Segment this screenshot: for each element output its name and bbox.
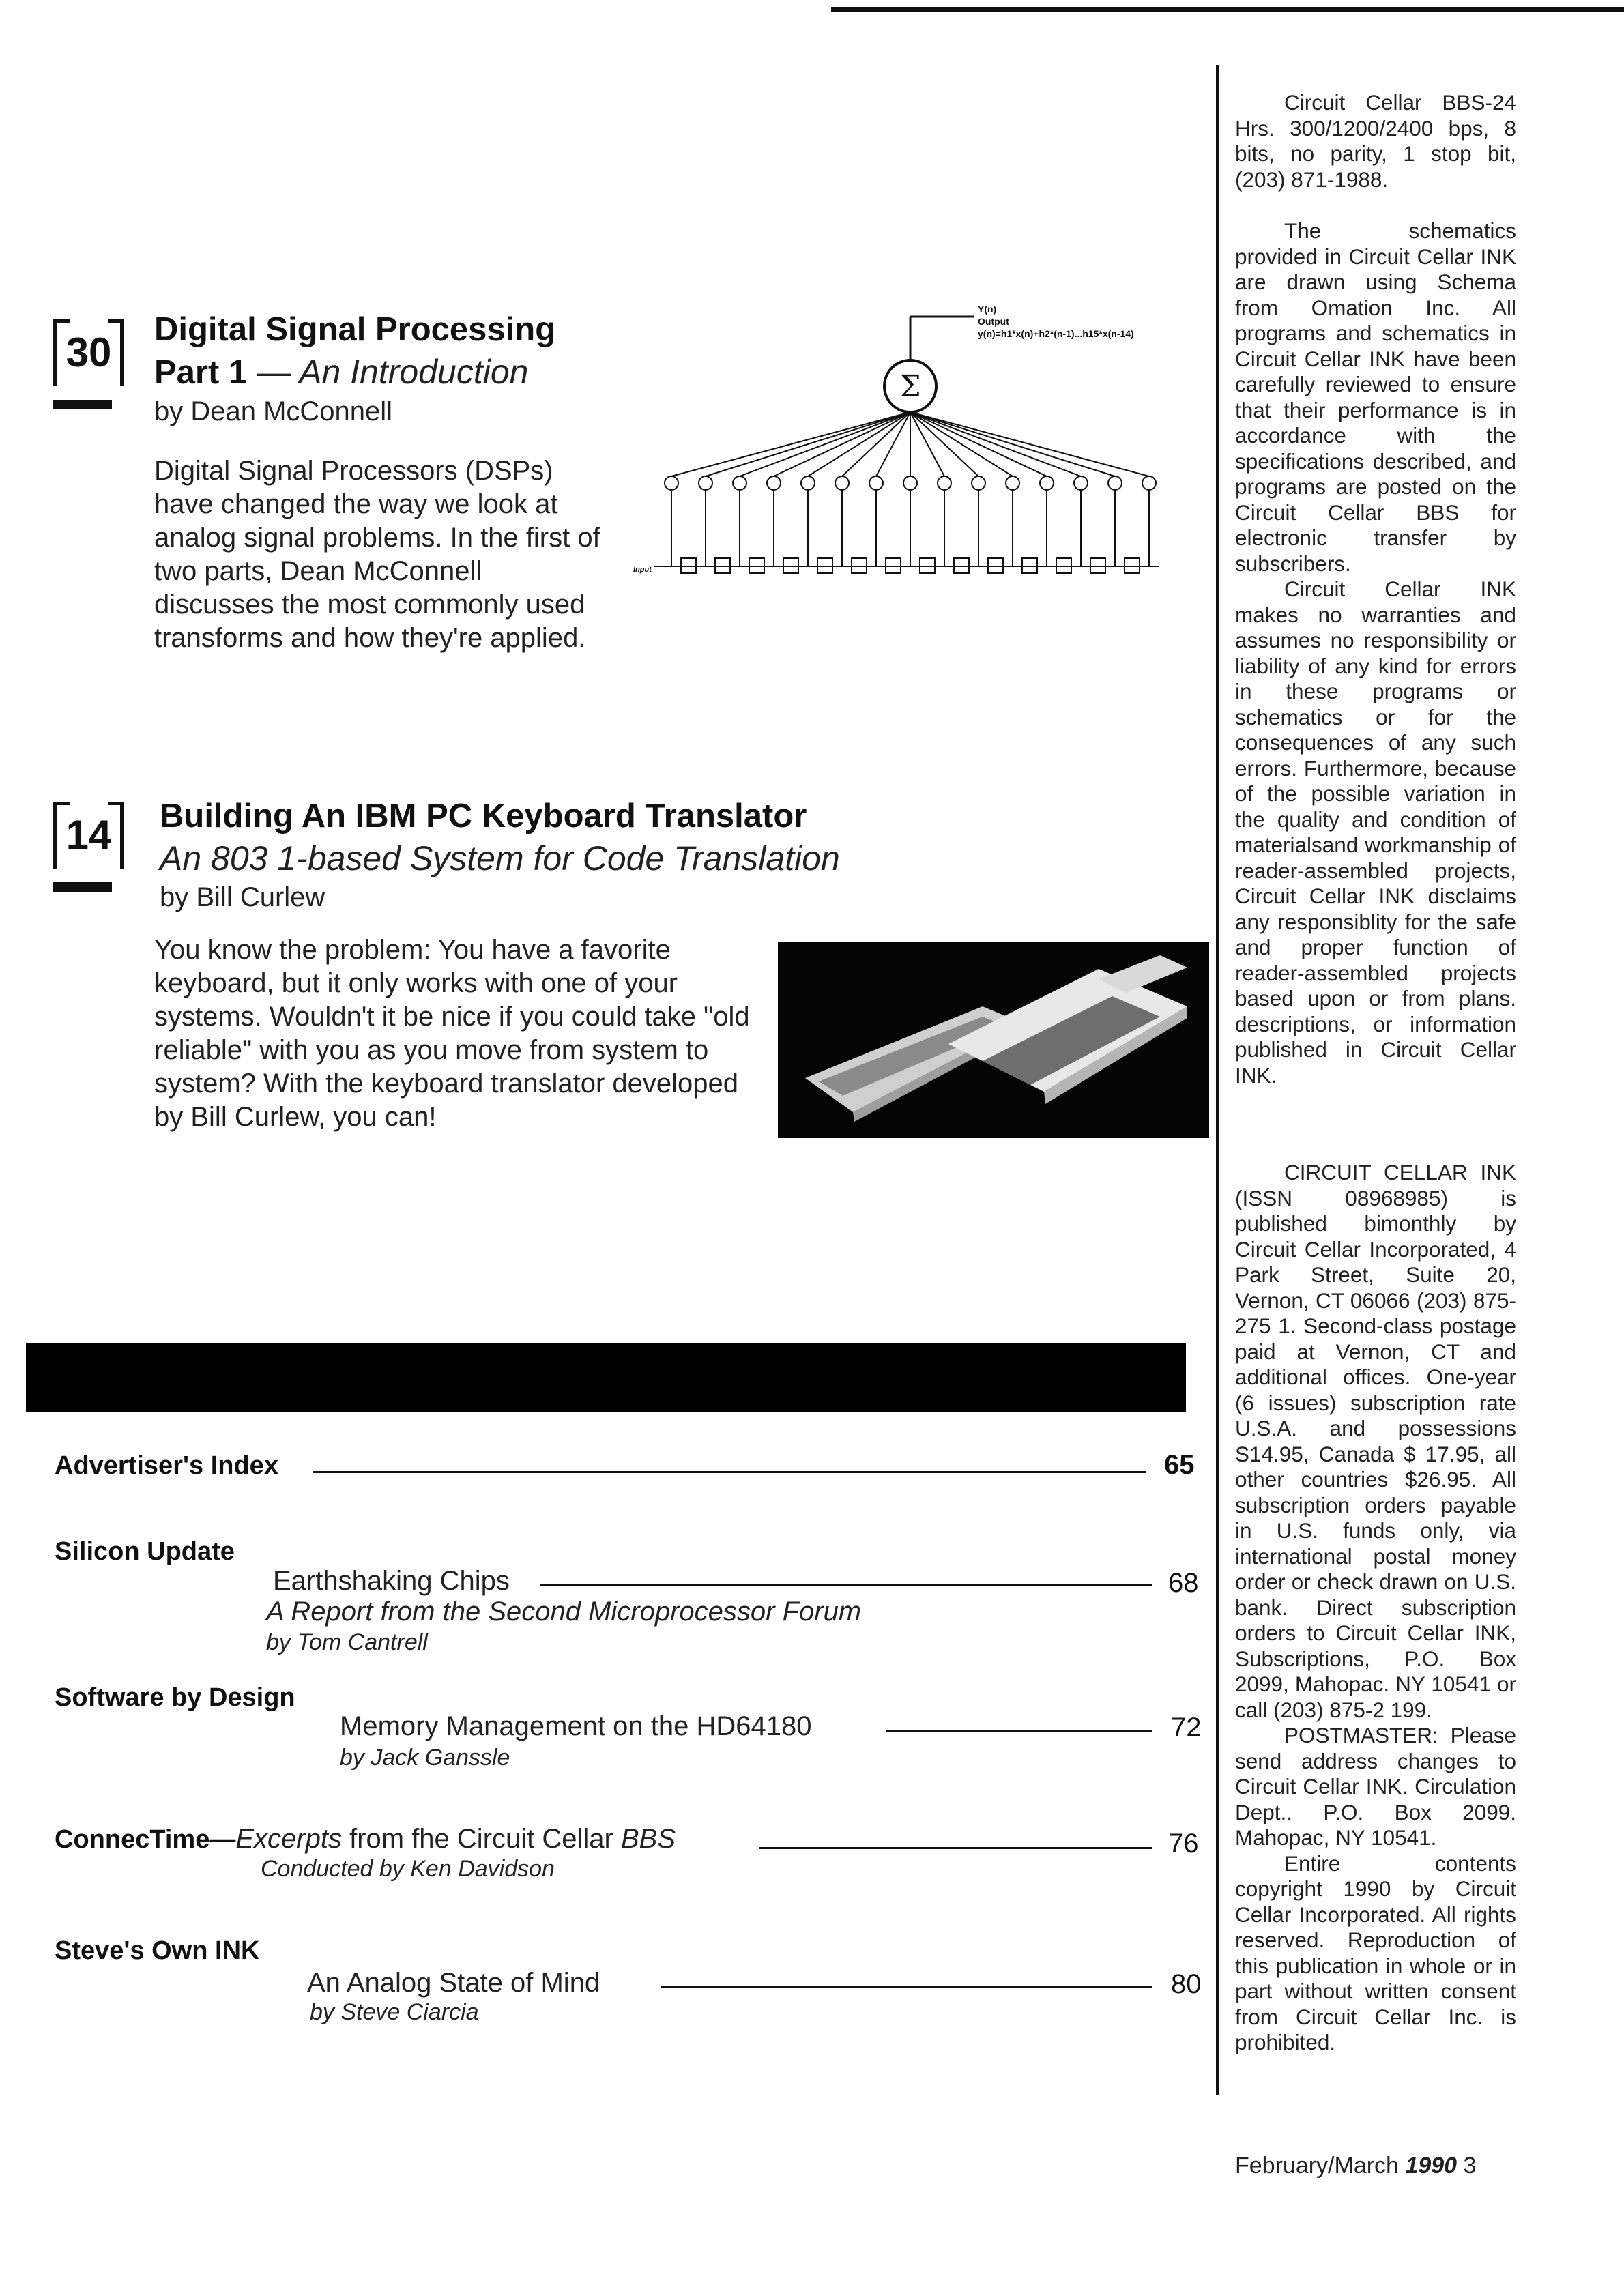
sigma-symbol: Σ [899,369,921,404]
page-number-badge: 14 [53,802,124,869]
coefficient-node [903,476,917,490]
toc-article-title: Memory Management on the HD64180 [340,1711,812,1741]
page-number-badge: 30 [53,319,124,386]
sidebar-bbs-info: Circuit Cellar BBS-24 Hrs. 300/1200/2400 bps, 8 bits, no parity, 1 stop bit, (203) 871-1988. [1235,90,1516,192]
coefficient-node [767,476,781,490]
badge-bar [53,400,112,409]
toc-article-title: An Analog State of Mind [307,1968,600,1998]
sidebar-schematics: The schematics provided in Circuit Cellar INK are drawn using Schema from Omation Inc. All programs and schematics in Circuit Cellar INK have been carefully reviewed to ensure that their performance is in accordance with the specifications described, and programs are posted on the Circuit Cellar BBS for electronic transfer by subscribers. Circuit Cellar INK makes no warranties and assumes no responsibility or liability of any kind for errors in these programs or schematics or for the consequences of any such errors. Furthermore, because of the possible variation in the quality and condition of materialsand workmanship of reader-assembled projects, Circuit Cellar INK disclaims any responsiblity for the safe and proper function of reader-assembled projects based upon or from plans. descriptions, or information published in Circuit Cellar INK. [1235,218,1516,1088]
leader-line [540,1584,1152,1586]
toc-article-subtitle: A Report from the Second Microprocessor Forum [266,1597,862,1627]
toc-page-number: 76 [1168,1829,1199,1859]
toc-byline: Conducted by Ken Davidson [261,1856,555,1882]
leader-line [661,1986,1152,1988]
coefficient-node [1074,476,1088,490]
keyboard-photo [778,942,1209,1138]
coefficient-node [1142,476,1156,490]
article-title[interactable]: Building An IBM PC Keyboard Translator [160,798,807,834]
page-folio: February/March 1990 3 [1235,2153,1477,2179]
toc-section-label: Advertiser's Index [55,1451,278,1480]
article-blurb: Digital Signal Processors (DSPs) have changed the way we look at analog signal problems. In the first of two parts, Dean McConnell discusses the most commonly used transforms and how they're applied. [154,456,600,653]
coefficient-node [938,476,951,490]
coefficient-node [1108,476,1122,490]
coefficient-node [733,476,746,490]
badge-bar [53,882,112,892]
output-equation: y(n)=h1*x(n)+h2*(n-1)...h15*x(n-14) [978,328,1134,339]
coefficient-node [801,476,815,490]
coefficient-node [835,476,849,490]
input-label: Input [633,566,652,574]
toc-page-number: 65 [1164,1450,1195,1480]
leader-line [759,1847,1152,1849]
coefficient-node [1006,476,1019,490]
article-blurb: You know the problem: You have a favorite keyboard, but it only works with one of your systems. Wouldn't it be nice if you could take "old reliable" with you as you move from system to system? With the keyboard translator developed by Bill Curlew, you can! [154,935,750,1132]
article-byline: by Dean McConnell [154,396,393,426]
coefficient-node [869,476,883,490]
toc-byline: by Jack Ganssle [340,1745,510,1771]
toc-page-number: 72 [1171,1713,1202,1743]
fir-filter-diagram [633,300,1193,600]
article-byline: by Bill Curlew [160,882,325,912]
coefficient-node [972,476,985,490]
toc-byline: by Tom Cantrell [266,1629,428,1655]
toc-page-number: 80 [1171,1969,1202,1999]
output-label: Y(n) [978,304,997,315]
article-title-line2[interactable]: Part 1 — An Introduction [154,353,529,391]
leader-line [313,1471,1146,1473]
section-band [26,1343,1186,1412]
toc-connectime-heading: ConnecTime—Excerpts from fhe Circuit Cellar BBS [55,1824,676,1854]
top-rule [831,7,1624,12]
coefficient-node [699,476,712,490]
column-rule [1216,65,1219,2095]
article-subtitle: An 803 1-based System for Code Translation [160,839,840,877]
leader-line [886,1730,1152,1732]
coefficient-node [1040,476,1054,490]
toc-article-title: Earthshaking Chips [273,1566,510,1596]
article-title[interactable]: Digital Signal Processing [154,311,556,348]
toc-byline: by Steve Ciarcia [310,1999,479,2025]
sidebar-publisher-info: CIRCUIT CELLAR INK (ISSN 08968985) is published bimonthly by Circuit Cellar Incorporated, 4 Park Street, Suite 20, Vernon, CT 06066 (203) 875-275 1. Second-class postage paid at Vernon, CT and additional offices. One-year (6 issues) subscription rate U.S.A. and possessions S14.95, Canada $ 17.95, all other countries $26.95. All subscription orders payable in U.S. funds only, via international postal money order or check drawn on U.S. bank. Direct subscription orders to Circuit Cellar INK, Subscriptions, P.O. Box 2099, Mahopac. NY 10541 or call (203) 875-2 199. POSTMASTER: Please send address changes to Circuit Cellar INK. Circulation Dept.. P.O. Box 2099. Mahopac, NY 10541. Entire contents copyright 1990 by Circuit Cellar Incorporated. All rights reserved. Reproduction of this publication in whole or in part without written consent from Circuit Cellar Inc. is prohibited. [1235,1160,1516,2054]
output-label-2: Output [978,316,1009,327]
toc-section-label: Steve's Own INK [55,1936,260,1965]
coefficient-node [665,476,678,490]
toc-page-number: 68 [1168,1568,1199,1598]
toc-section-label: Software by Design [55,1683,295,1712]
toc-section-label: Silicon Update [55,1537,235,1566]
